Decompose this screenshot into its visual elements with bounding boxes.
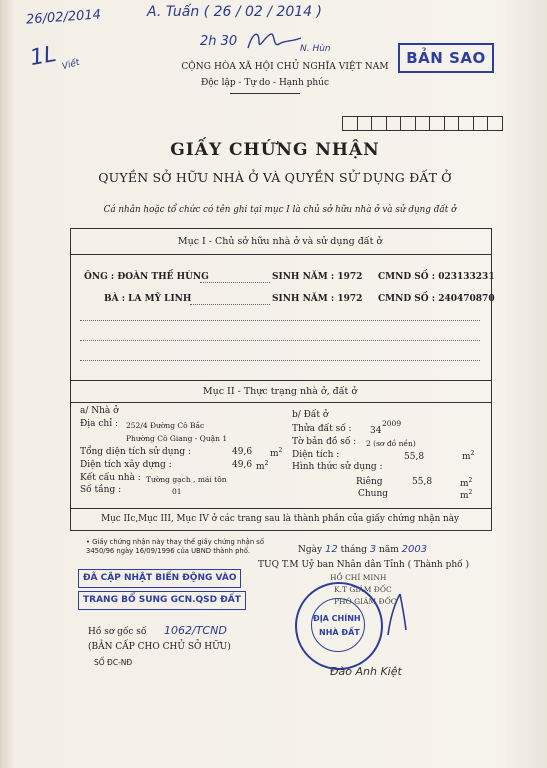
blank-line-1 [80,320,480,321]
address-value-2: Phường Cô Giang - Quận 1 [126,434,228,443]
sign-role-1: K.T GIÁM ĐỐC [334,585,392,594]
blank-line-3 [80,360,480,361]
map-label: Tờ bản đồ số : [292,437,357,447]
nation-header: CỘNG HÒA XÃ HỘI CHỦ NGHĨA VIỆT NAM [181,62,389,72]
owner-1-id: CMND SỐ : 023133231 [378,272,495,282]
document-subtitle: QUYỀN SỞ HỮU NHÀ Ở VÀ QUYỀN SỬ DỤNG ĐẤT Ở [98,170,452,185]
update-stamp-line-1: ĐÃ CẬP NHẬT BIẾN ĐỘNG VÀO [78,569,241,588]
issue-note: (BẢN CẤP CHO CHỦ SỞ HỮU) [88,642,231,652]
file-no-label: Hồ sơ gốc số [88,627,147,637]
handwritten-name: A. Tuấn ( 26 / 02 / 2014 ) [147,4,322,20]
motto: Độc lập - Tự do - Hạnh phúc [200,78,330,88]
document-title: GIẤY CHỨNG NHẬN [170,140,380,160]
map-value: 2 (sơ đồ nền) [366,439,416,448]
owner-1-name: ÔNG : ĐOÀN THẾ HÙNG [84,272,209,282]
total-area-value: 49,6 [232,447,253,457]
handwritten-time: 2h 30 [200,34,238,49]
build-area-value: 49,6 [232,460,253,470]
handwritten-initials-sub: Viết [61,57,81,73]
handwritten-date: 26/02/2014 [25,7,102,28]
seal-text-2: NHÀ ĐẤT [319,628,360,637]
use-label: Hình thức sử dụng : [292,462,383,472]
section-note: Mục IIc,Mục III, Mục IV ở các trang sau là thành phần của giấy chứng nhận này [101,514,459,524]
structure-value: Tường gạch , mái tôn [146,475,227,484]
address-label: Địa chỉ : [80,419,118,429]
ban-sao-stamp: BẢN SAO [398,43,494,73]
seal-text-1: ĐỊA CHÍNH [313,614,361,623]
owner-2-dots [190,304,270,305]
private-label: Riêng [356,477,383,487]
private-value: 55,8 [412,477,433,487]
parcel-note: 2009 [382,419,402,428]
land-label: b/ Đất ở [292,410,329,420]
sign-date: Ngày 12 tháng 3 năm 2003 [298,544,428,555]
floors-value: 01 [172,487,182,496]
section1-heading: Mục I - Chủ sở hữu nhà ở và sử dụng đất ở [177,236,383,247]
section1-divider [70,254,491,255]
update-stamp [78,569,246,616]
total-area-unit: $m^2$ [270,447,283,459]
reg-no: SỐ ĐC-NĐ [94,658,133,667]
owner-1-dots [200,282,270,283]
structure-label: Kết cấu nhà : [80,473,141,483]
section2-heading: Mục II - Thực trạng nhà ở, đất ở [202,386,358,397]
sign-city: HỒ CHÍ MINH [330,573,387,582]
private-unit: $m^2$ [460,477,473,489]
land-area-unit: $m^2$ [462,450,475,462]
shared-label: Chung [358,489,389,499]
total-area-label: Tổng diện tích sử dụng : [80,447,192,457]
section2-divider [70,402,491,403]
owner-2-birth: SINH NĂM : 1972 [272,294,363,304]
parcel-label: Thửa đất số : [292,424,352,434]
shared-unit: $m^2$ [460,489,473,501]
parcel-value: 34 [370,426,382,436]
floors-label: Số tầng : [80,485,122,495]
replace-note: • Giấy chứng nhận này thay thế giấy chứng nhận số 3450/96 ngày 16/09/1996 của UBND thành phố. [86,538,264,555]
blank-line-2 [80,340,480,341]
official-signature-icon [370,590,420,640]
file-no-value: 1062/TCND [164,624,227,637]
seal-inner-ring [311,598,365,652]
sign-authority: TUQ T.M Uỷ ban Nhân dân Tỉnh ( Thành phố ) [258,560,469,570]
build-area-unit: $m^2$ [256,460,269,472]
document-intro: Cá nhân hoặc tổ chức có tên ghi tại mục I là chủ sở hữu nhà ở và sử dụng đất ở [103,205,457,215]
owner-1-birth: SINH NĂM : 1972 [272,272,363,282]
house-label: a/ Nhà ở [80,406,119,416]
motto-underline [230,93,300,94]
update-stamp-line-2: TRANG BỔ SUNG GCN.QSD ĐẤT [78,591,246,610]
handwritten-initials: 1L [28,41,59,72]
land-area-label: Diện tích : [292,450,340,460]
sign-role-3: PHÓ GIÁM ĐỐC [334,597,397,606]
owner-2-name: BÀ : LA MỸ LINH [104,294,192,304]
handwritten-name-note: N. Hùn [300,44,331,54]
section2-top-divider [70,380,491,381]
build-area-label: Diện tích xây dựng : [80,460,172,470]
section-note-divider [70,508,491,509]
handwritten-signature-icon [245,28,305,56]
address-value: 252/4 Đường Cô Bắc [126,421,205,430]
owner-2-id: CMND SỐ : 240470870 [378,294,495,304]
signer-name: Đào Anh Kiệt [330,665,402,678]
land-area-value: 55,8 [404,452,425,462]
serial-number-boxes [342,116,503,131]
